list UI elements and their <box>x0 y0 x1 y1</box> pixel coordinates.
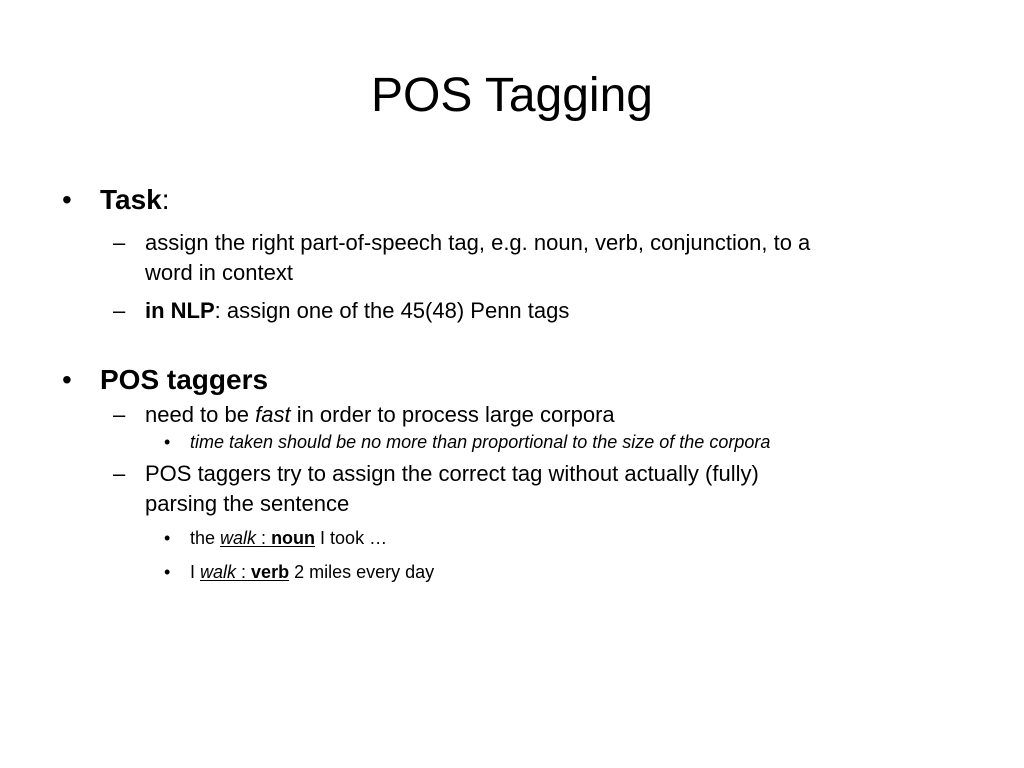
bullet-marker: • <box>62 184 72 215</box>
example-2-word: walk <box>200 562 237 582</box>
example-1 <box>190 528 387 549</box>
task-item-1-line-1: assign the right part-of-speech tag, e.g. noun, verb, conjunction, to a <box>145 230 811 255</box>
dash-marker: – <box>113 461 126 486</box>
bullet-marker: • <box>164 528 171 548</box>
dash-marker: – <box>113 298 126 323</box>
example-2-post: 2 miles every day <box>289 562 435 582</box>
bullet-marker: • <box>164 432 171 452</box>
dash-marker: – <box>113 402 126 427</box>
slide-title: POS Tagging <box>371 69 653 122</box>
example-2-colon: : <box>236 562 252 582</box>
example-1-post: I took … <box>315 528 388 548</box>
taggers-item-2-line-2: parsing the sentence <box>145 491 350 516</box>
taggers-item-2-line-1: POS taggers try to assign the correct tag without actually (fully) <box>145 461 759 486</box>
taggers-item-1-post: in order to process large corpora <box>290 402 615 427</box>
task-item-2-bold: in NLP <box>145 298 215 323</box>
task-item-1-line-2: word in context <box>145 260 293 285</box>
task-heading <box>100 184 170 216</box>
example-1-word: walk <box>220 528 257 548</box>
task-heading-colon: : <box>161 184 170 215</box>
bullet-marker: • <box>164 562 171 582</box>
example-2-pre: I <box>190 562 201 582</box>
taggers-heading-label: POS taggers <box>100 364 269 395</box>
example-1-tag: noun <box>271 528 316 548</box>
dash-marker: – <box>113 230 126 255</box>
example-2-tag: verb <box>251 562 290 582</box>
taggers-item-1-pre: need to be <box>145 402 256 427</box>
example-2 <box>190 562 434 583</box>
task-item-2-text: : assign one of the 45(48) Penn tags <box>214 298 570 323</box>
taggers-heading <box>100 364 268 396</box>
example-1-pre: the <box>190 528 221 548</box>
taggers-item-1 <box>145 402 615 428</box>
taggers-item-1-italic: fast <box>255 402 291 427</box>
taggers-item-1-sub-text: time taken should be no more than proportional to the size of the corpora <box>190 432 771 452</box>
example-1-colon: : <box>256 528 272 548</box>
taggers-item-1-sub <box>190 432 770 453</box>
task-heading-label: Task <box>100 184 162 215</box>
bullet-marker: • <box>62 364 72 395</box>
task-item-2 <box>145 298 569 324</box>
